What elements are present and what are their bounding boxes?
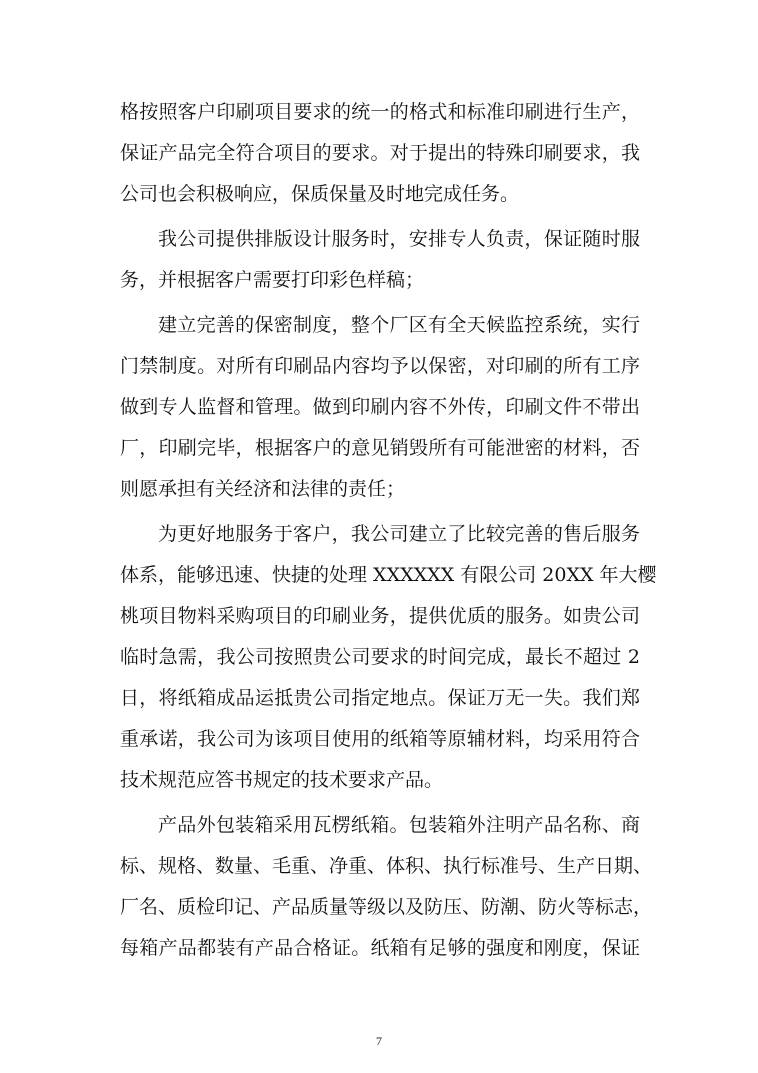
text-line: 临时急需，我公司按照贵公司要求的时间完成，最长不超过 2: [120, 646, 640, 668]
text-line: 门禁制度。对所有印刷品内容均予以保密，对印刷的所有工序: [120, 355, 640, 377]
text-line: 务，并根据客户需要打印彩色样稿；: [120, 269, 425, 291]
text-line: 格按照客户印刷项目要求的统一的格式和标准印刷进行生产，: [120, 101, 640, 123]
text-line: 产品外包装箱采用瓦楞纸箱。包装箱外注明产品名称、商: [158, 814, 640, 836]
text-line: 体系，能够迅速、快捷的处理 XXXXXX 有限公司 20XX 年大樱: [120, 564, 657, 586]
text-line: 为更好地服务于客户，我公司建立了比较完善的售后服务: [158, 523, 640, 545]
text-line: 桃项目物料采购项目的印刷业务，提供优质的服务。如贵公司: [120, 605, 640, 627]
page-number: 7: [376, 1034, 382, 1048]
text-line: 建立完善的保密制度，整个厂区有全天候监控系统，实行: [158, 314, 640, 336]
text-line: 厂名、质检印记、产品质量等级以及防压、防潮、防火等标志，: [120, 896, 653, 918]
text-line: 做到专人监督和管理。做到印刷内容不外传，印刷文件不带出: [120, 396, 640, 418]
text-line: 公司也会积极响应，保质保量及时地完成任务。: [120, 183, 520, 205]
document-body: [120, 92, 657, 969]
text-line: 标、规格、数量、毛重、净重、体积、执行标准号、生产日期、: [120, 855, 653, 877]
text-line: 我公司提供排版设计服务时，安排专人负责，保证随时服: [158, 228, 640, 250]
text-line: 技术规范应答书规定的技术要求产品。: [120, 769, 444, 791]
text-line: 每箱产品都装有产品合格证。纸箱有足够的强度和刚度，保证: [120, 937, 640, 959]
text-line: 日，将纸箱成品运抵贵公司指定地点。保证万无一失。我们郑: [120, 687, 640, 709]
text-line: 厂，印刷完毕，根据客户的意见销毁所有可能泄密的材料，否: [120, 437, 640, 459]
text-line: 则愿承担有关经济和法律的责任；: [120, 478, 406, 500]
text-line: 保证产品完全符合项目的要求。对于提出的特殊印刷要求，我: [120, 142, 640, 164]
text-line: 重承诺，我公司为该项目使用的纸箱等原辅材料，均采用符合: [120, 728, 640, 750]
